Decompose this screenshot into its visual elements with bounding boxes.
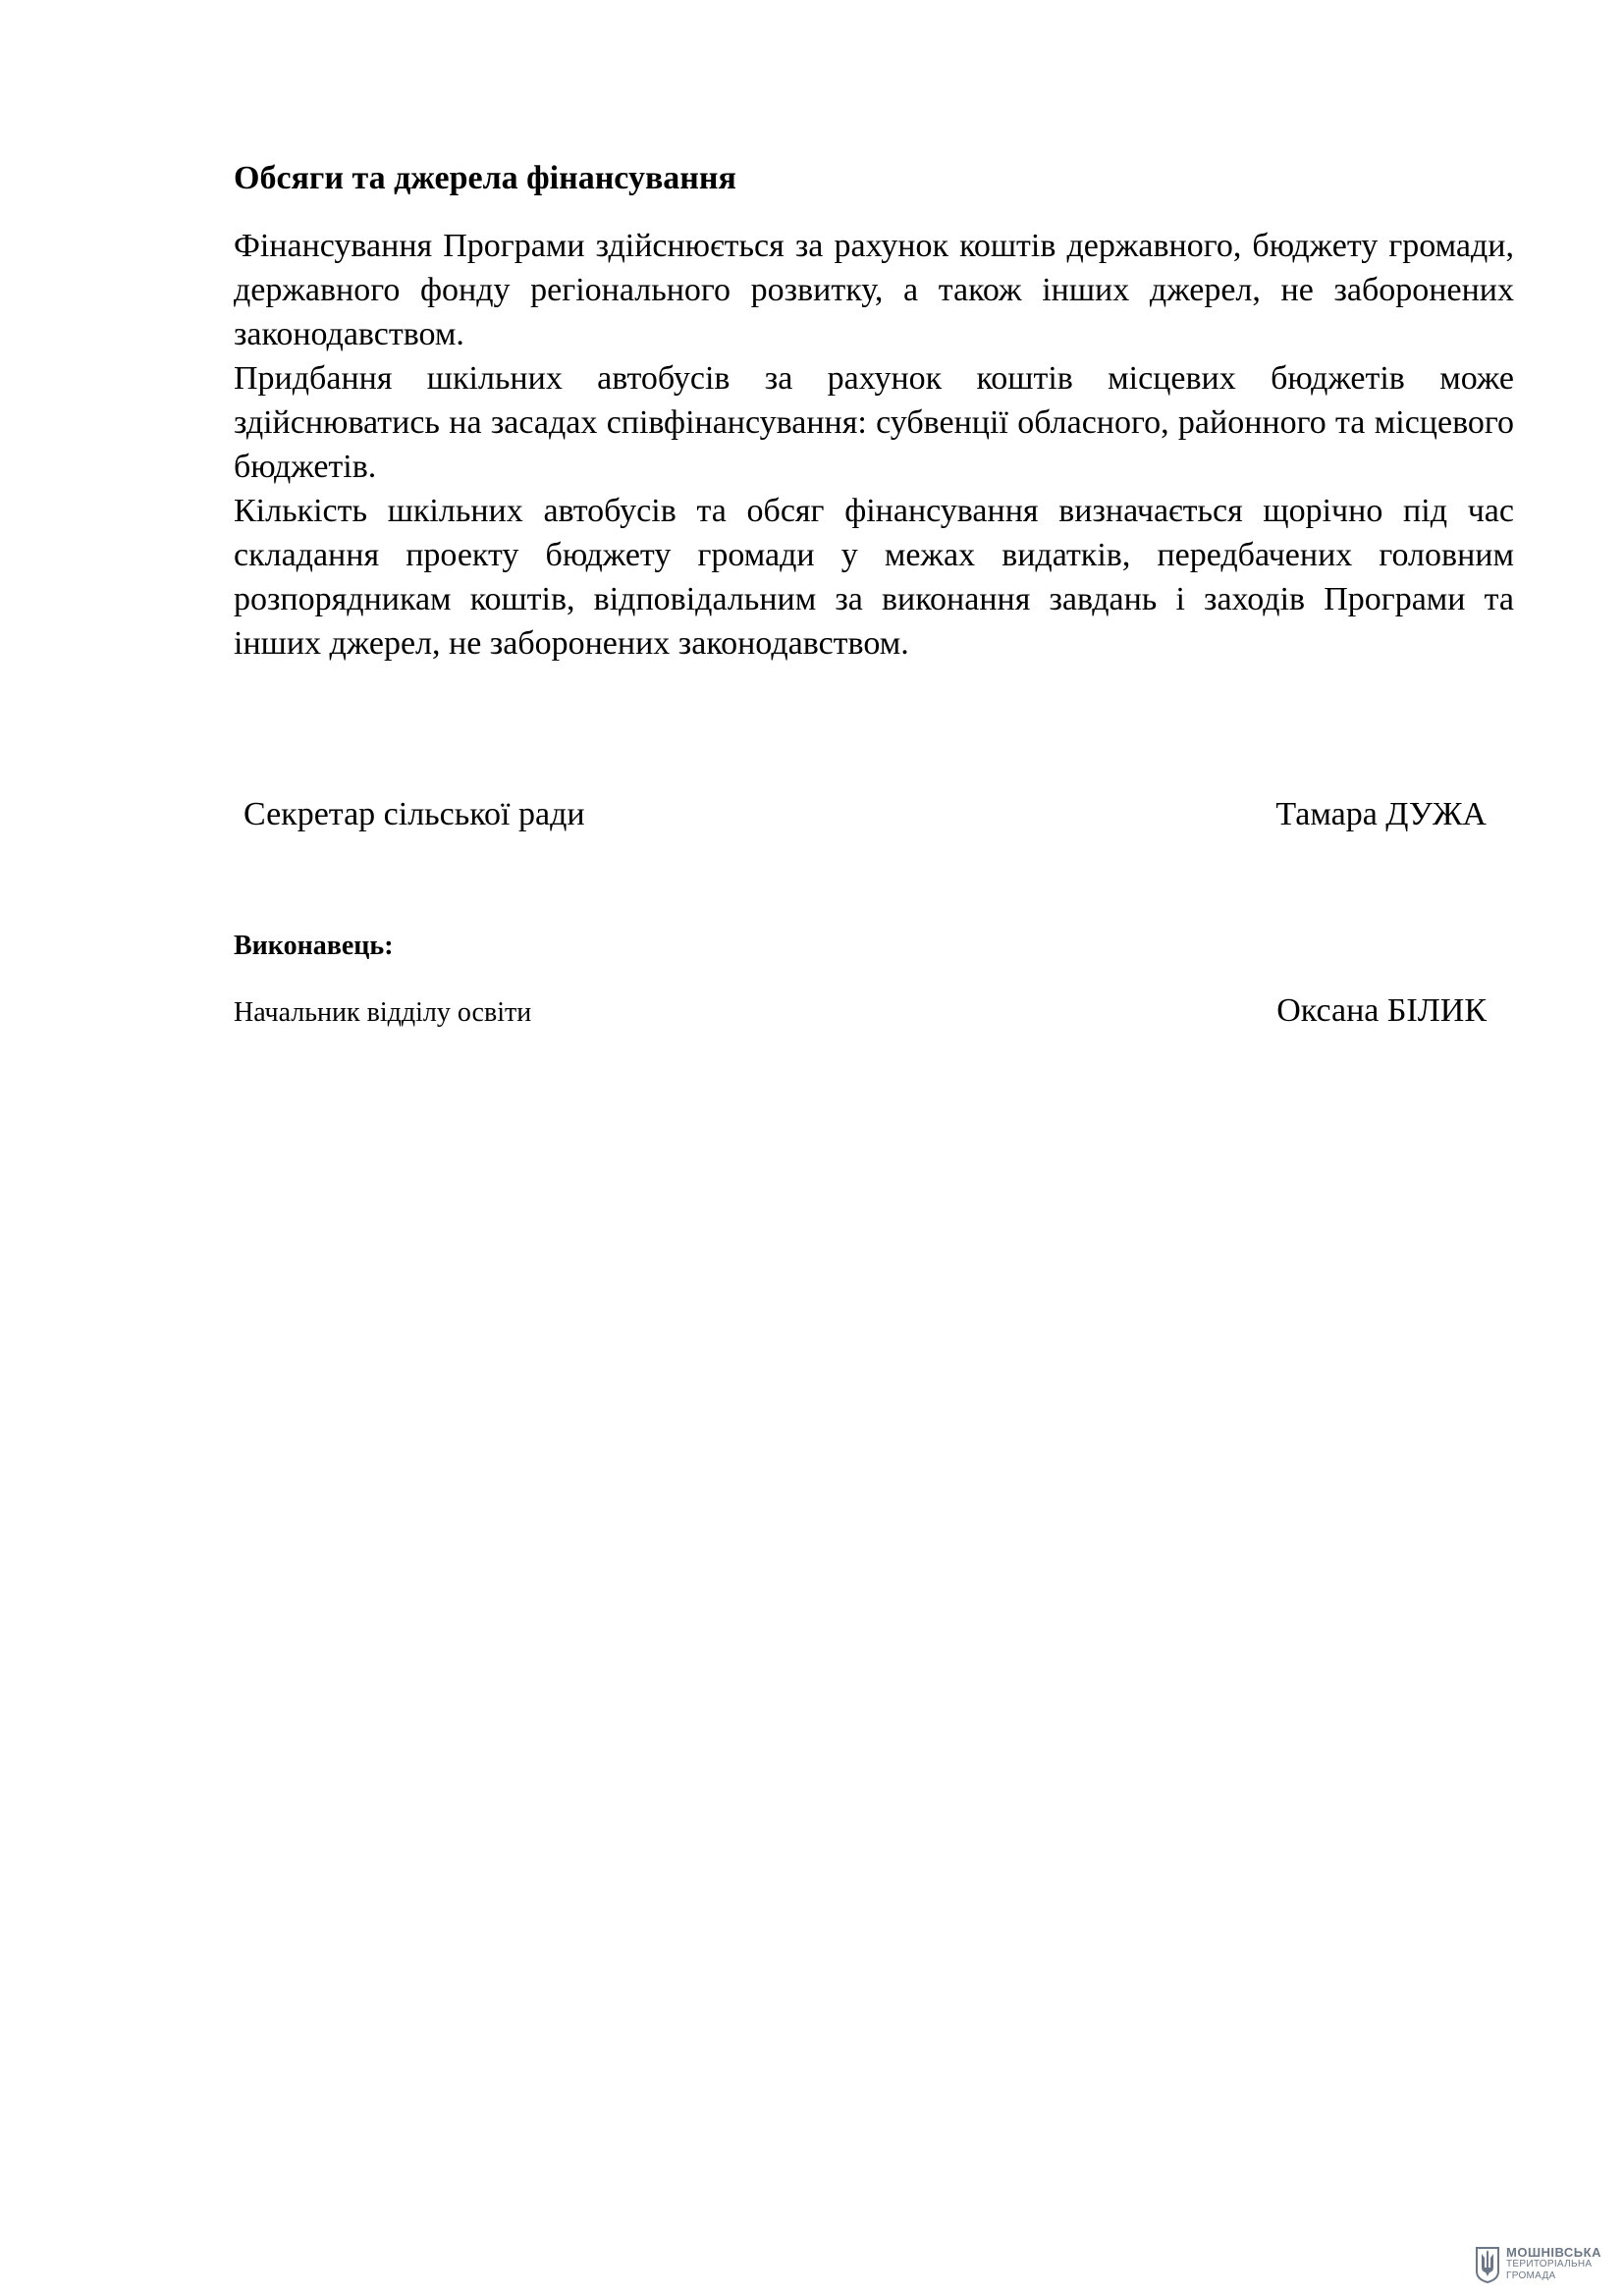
paragraph-annual-volume: Кількість шкільних автобусів та обсяг фінансування визначається щорічно під час складання проекту бюджету громади у межах видатків, передбачених головним розпорядникам коштів, відповідальним за виконання завдань і заходів Програми та інших джерел, не заборонених законодавством. [234,493,1514,662]
section-body [234,224,1514,666]
community-logo [1475,2243,1601,2286]
trident-emblem-icon [1475,2246,1500,2283]
executor-role: Начальник відділу освіти [234,997,532,1028]
logo-line-2: ТЕРИТОРІАЛЬНА [1506,2259,1593,2269]
paragraph-bus-cofinancing: Придбання шкільних автобусів за рахунок коштів місцевих бюджетів може здійснюватись на засадах співфінансування: субвенції обласного, районного та місцевого бюджетів. [234,360,1514,485]
secretary-role: Секретар сільської ради [244,796,585,832]
executor-signature-row [234,989,1487,1035]
secretary-name: Тамара ДУЖА [1275,796,1487,832]
secretary-signature-row [234,793,1487,836]
executor-name: Оксана БІЛИК [1276,992,1487,1029]
section-heading: Обсяги та джерела фінансування [234,160,736,196]
logo-text [1506,2247,1601,2282]
paragraph-funding-sources: Фінансування Програми здійснюється за рахунок коштів державного, бюджету громади, державного фонду регіонального розвитку, а також інших джерел, не заборонених законодавством. [234,228,1514,352]
executor-label: Виконавець: [234,931,394,961]
logo-line-3: ГРОМАДА [1506,2270,1556,2281]
logo-line-1: МОШНІВСЬКА [1506,2245,1601,2260]
